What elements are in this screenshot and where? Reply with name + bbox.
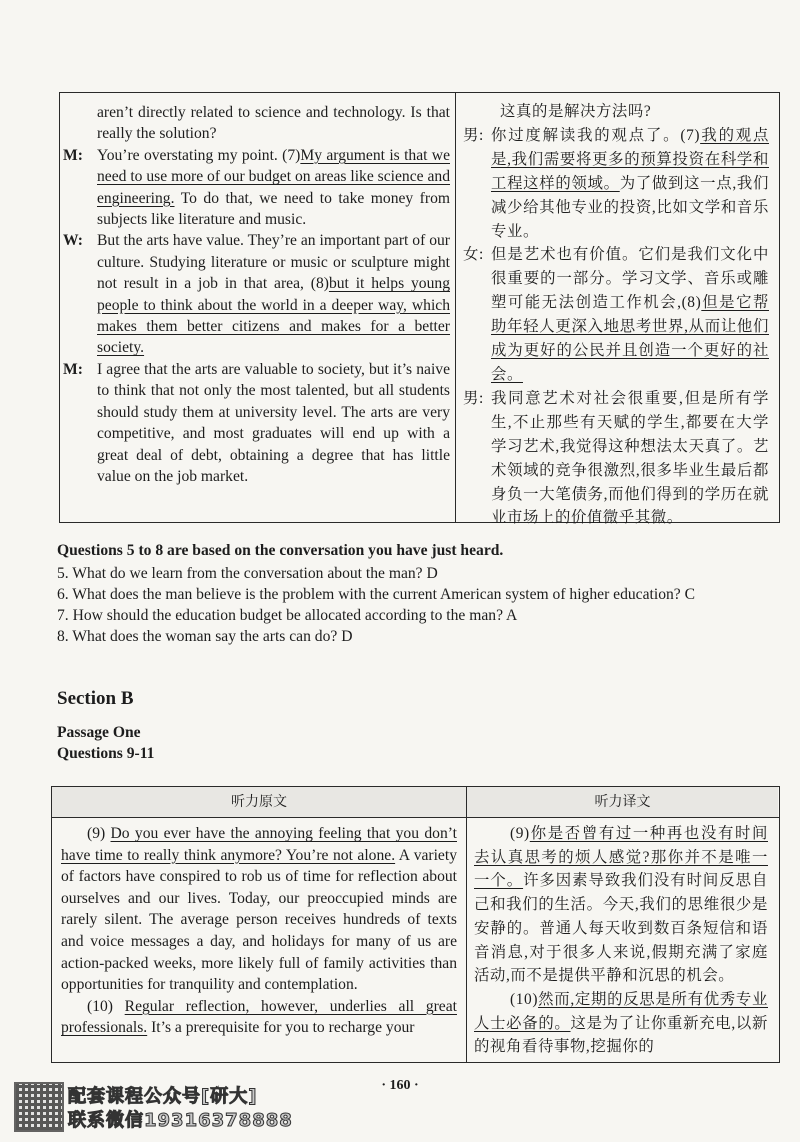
paragraph-number: (10)	[510, 990, 539, 1008]
passage-table-header-rule	[51, 817, 779, 818]
paragraph-10-zh	[474, 988, 768, 1059]
text: To do that, we need to take money from subjects like literature and music.	[97, 189, 450, 229]
dialogue-turn-woman-1-zh	[463, 243, 769, 386]
answer-underline-9: Do you ever have the annoying feeling that you don’t have time to really think anymore? You’re not alone.	[61, 825, 457, 864]
dialogue-chinese-column	[463, 100, 769, 530]
answer-underline-8: but it helps young people to think about the world in a deeper way, which makes them better citizens and makes for a better society.	[97, 275, 450, 357]
dialogue-turn-man-1	[63, 145, 450, 231]
dialogue-table-divider	[455, 92, 456, 522]
paragraph-number: (9)	[510, 825, 530, 842]
turn-text: I agree that the arts are valuable to society, but it’s naive to think that not only the most talented, but all students should study them at university level. The arts are very competitive, and most graduates will end up with a great deal of debt, obtaining a degree that has little value on the job market.	[97, 360, 450, 485]
question-item: 7. How should the education budget be allocated according to the man? A	[57, 607, 518, 624]
text: 但是艺术也有价值。它们是我们文化中很重要的一部分。学习文学、音乐或雕塑可能无法创造工作机会,(8)	[491, 246, 769, 312]
speaker-label: W:	[63, 232, 83, 250]
passage-title: Passage One	[57, 724, 141, 741]
passage-table-divider	[466, 786, 467, 1062]
question-list	[57, 563, 695, 647]
question-item: 8. What does the woman say the arts can do? D	[57, 628, 353, 645]
dialogue-continuation-en: aren’t directly related to science and technology. Is that really the solution?	[97, 104, 450, 143]
speaker-label: 男:	[463, 389, 484, 407]
question-item: 5. What do we learn from the conversation about the man? D	[57, 565, 438, 582]
text: 许多因素导致我们没有时间反思自己和我们的生活。今天,我们的思维很少是安静的。普通人每天收到数百条短信和语音消息,对于很多人来说,假期充满了家庭活动,而不是提供平静和沉思的机会。	[474, 872, 768, 985]
dialogue-turn-man-1-zh	[463, 124, 769, 244]
text: 这是为了让你重新充电,以新的视角看待事物,挖掘你的	[474, 1014, 768, 1056]
table-header-left: 听力原文	[52, 787, 466, 817]
table-header-right: 听力译文	[467, 787, 778, 817]
turn-text	[491, 243, 769, 386]
turn-text	[97, 145, 450, 231]
paragraph-9-en	[61, 823, 457, 996]
text: It’s a prerequisite for you to recharge your	[147, 1019, 415, 1037]
answer-underline-7: My argument is that we need to use more of our budget on areas like science and engineering.	[97, 146, 450, 207]
question-item: 6. What does the man believe is the problem with the current American system of higher education? C	[57, 586, 696, 603]
turn-text	[97, 230, 450, 358]
dialogue-english-column	[63, 102, 450, 487]
turn-text	[491, 124, 769, 244]
turn-text: 我同意艺术对社会很重要,但是所有学生,不止那些有天赋的学生,都要在大学学习艺术,我觉得这种想法太天真了。艺术领域的竞争很激烈,很多毕业生最后都身负一大笔债务,而他们得到的学历在就业市场上的价值微乎其微。	[491, 389, 769, 527]
dialogue-turn-woman-1	[63, 230, 450, 358]
paragraph-number: (9)	[87, 825, 111, 842]
speaker-label: M:	[63, 360, 83, 378]
speaker-label: M:	[63, 146, 83, 164]
speaker-label: 女:	[463, 246, 484, 264]
answer-underline-10: Regular reflection, however, underlies all great professionals.	[61, 997, 457, 1037]
text: You’re overstating my point. (7)	[97, 146, 301, 164]
watermark	[14, 1082, 314, 1132]
text: 为了做到这一点,我们减少给其他专业的投资,比如文学和音乐专业。	[491, 174, 769, 240]
text: 你过度解读我的观点了。(7)	[491, 126, 701, 144]
questions-heading: Questions 5 to 8 are based on the conversation you have just heard.	[57, 542, 504, 559]
watermark-line-1: 配套课程公众号[研大]	[68, 1086, 258, 1107]
text: But the arts have value. They’re an important part of our culture. Studying literature or music or sculpture might not result in a job in that area, (8)	[97, 232, 450, 293]
paragraph-number: (10)	[87, 997, 125, 1015]
page-number: · 160 ·	[381, 1078, 419, 1093]
text: A variety of factors have conspired to rob us of time for reflection about ourselves and our lives. Today, our preoccupied minds are rarely silent. The average person receives hundreds of texts and voice messages a day, and holidays for many of us are action-packed weeks, more likely full of family activities than opportunities for tranquility and contemplation.	[61, 846, 457, 994]
section-title: Section B	[57, 688, 134, 709]
paragraph-9-zh	[474, 822, 768, 988]
paragraph-10-en	[61, 996, 457, 1039]
passage-english-column	[61, 823, 457, 1039]
dialogue-turn-man-2	[63, 359, 450, 487]
watermark-line-2: 联系微信19316378888	[68, 1110, 293, 1131]
answer-underline-9-zh: 你是否曾有过一种再也没有时间去认真思考的烦人感觉?那你并不是唯一一个。	[474, 825, 768, 890]
speaker-label: 男:	[463, 126, 484, 144]
passage-chinese-column	[474, 822, 768, 1059]
qr-code-icon	[14, 1082, 64, 1132]
dialogue-continuation-zh: 这真的是解决方法吗?	[500, 103, 652, 120]
answer-underline-8-zh: 但是它帮助年轻人更深入地思考世界,从而让他们成为更好的公民并且创造一个更好的社会。	[491, 294, 769, 383]
answer-underline-10-zh: 然而,定期的反思是所有优秀专业人士必备的。	[474, 990, 768, 1032]
questions-range: Questions 9-11	[57, 745, 155, 762]
answer-underline-7-zh: 我的观点是,我们需要将更多的预算投资在科学和工程这样的领域。	[491, 126, 769, 192]
dialogue-turn-man-2-zh	[463, 387, 769, 530]
